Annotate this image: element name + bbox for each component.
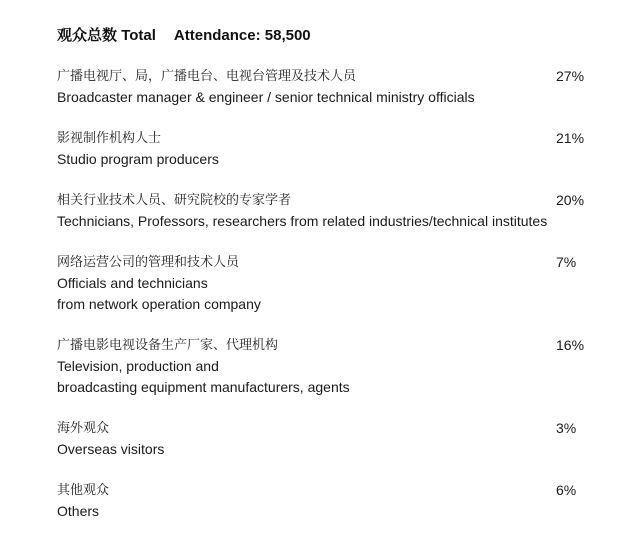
- percentage-value: 3%: [556, 420, 577, 436]
- category-label-en: Television, production and: [57, 358, 219, 374]
- list-item: [57, 418, 597, 460]
- list-item: [57, 66, 597, 108]
- title-attendance-value: 58,500: [264, 27, 311, 44]
- attendance-breakdown-list: [57, 66, 597, 542]
- category-label-zh: 广播电视厅、局，广播电台、电视台管理及技术人员: [57, 69, 357, 84]
- category-label-en: Overseas visitors: [57, 441, 165, 457]
- category-label-zh: 海外观众: [57, 421, 110, 436]
- percentage-value: 21%: [556, 130, 585, 146]
- list-item: [57, 252, 597, 315]
- page-title: [57, 24, 311, 45]
- category-label-en: Others: [57, 503, 100, 519]
- percentage-value: 16%: [556, 337, 585, 353]
- title-total-label: Total: [121, 27, 156, 44]
- category-label-zh: 相关行业技术人员、研究院校的专家学者: [57, 193, 292, 208]
- percentage-value: 27%: [556, 68, 585, 84]
- category-label-zh: 其他观众: [57, 483, 110, 498]
- list-item: [57, 128, 597, 170]
- category-label-en: broadcasting equipment manufacturers, agents: [57, 379, 350, 395]
- percentage-value: 6%: [556, 482, 577, 498]
- title-zh: 观众总数: [57, 27, 118, 44]
- category-label-en: from network operation company: [57, 296, 261, 312]
- list-item: [57, 190, 597, 232]
- list-item: [57, 480, 597, 522]
- list-item: [57, 335, 597, 398]
- category-label-en: Officials and technicians: [57, 275, 208, 291]
- category-label-en: Broadcaster manager & engineer / senior technical ministry officials: [57, 89, 475, 105]
- category-label-en: Studio program producers: [57, 151, 219, 167]
- category-label-zh: 影视制作机构人士: [57, 131, 162, 146]
- percentage-value: 7%: [556, 254, 577, 270]
- category-label-zh: 广播电影电视设备生产厂家、代理机构: [57, 338, 279, 353]
- category-label-zh: 网络运营公司的管理和技术人员: [57, 255, 240, 270]
- category-label-en: Technicians, Professors, researchers from related industries/technical institutes: [57, 213, 548, 229]
- percentage-value: 20%: [556, 192, 585, 208]
- title-attendance-label: Attendance:: [173, 27, 261, 44]
